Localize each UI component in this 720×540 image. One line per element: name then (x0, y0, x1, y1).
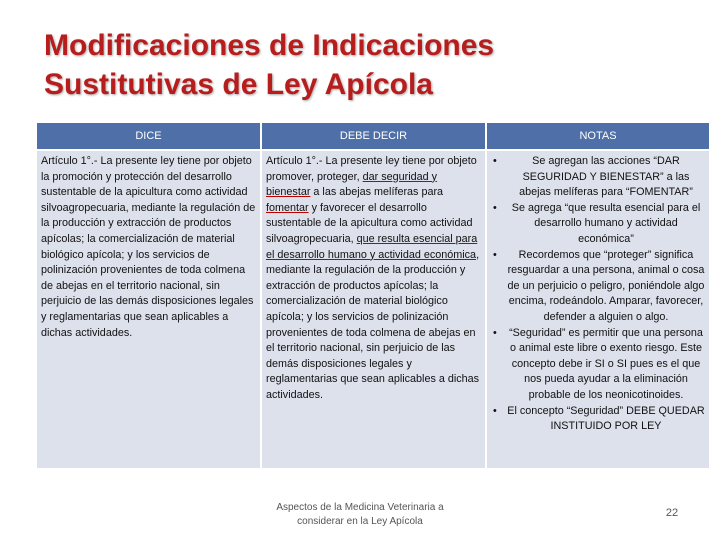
debe-decir-text-1: Artículo 1°.- La presente ley tiene por objeto promover, proteger, (266, 155, 477, 183)
debe-decir-text-2: a las abejas melíferas para (310, 186, 444, 199)
table-header-row (37, 123, 709, 149)
list-item: • El concepto “Seguridad” DEBE QUEDAR INSTITUIDO POR LEY (491, 404, 705, 435)
cell-notas (487, 151, 709, 468)
cell-debe-decir (262, 151, 485, 468)
list-item: • Se agregan las acciones “DAR SEGURIDAD Y BIENESTAR” a las abejas melíferas para “FOMENTAR” (491, 154, 705, 201)
debe-decir-text-4: , mediante la regulación de la producción y extracción de productos apícolas; la comercialización de material biológico apícola; y los servicios de polinización provenientes de toda colmena de abejas en el territorio nacional, sin perjuicio de las demás disposiciones legales y reglamentarias que sean aplicables a dichas actividades. (266, 248, 480, 401)
cell-dice: Artículo 1°.- La presente ley tiene por objeto la promoción y protección del desarrollo sustentable de la apicultura como actividad silvoagropecuaria, mediante la regulación de la producción y extracción de productos apícolas; la comercialización de material biológico apícola; y los servicios de polinización provenientes de toda colmena de abejas en el territorio nacional, sin perjuicio de las demás disposiciones legales y reglamentarias que sean aplicables a dichas actividades. (37, 151, 260, 468)
underlined-phrase-esencial: que resulta esencial para el desarrollo humano y actividad económica (266, 232, 478, 261)
header-debe-decir: DEBE DECIR (262, 123, 485, 149)
notes-list (491, 154, 705, 435)
title-line-1: Modificaciones de Indicaciones (44, 29, 495, 62)
list-item: • “Seguridad” es permitir que una persona o animal este libre o exento riesgo. Este concepto debe ir SI o SI pues es el que nos pueda ayudar a la eliminación probable de los neonicotinoides. (491, 326, 705, 404)
slide-title (44, 26, 684, 104)
underlined-phrase-fomentar: fomentar (266, 201, 309, 214)
table-row (37, 151, 709, 468)
page-number: 22 (665, 507, 679, 519)
list-item: • Se agrega “que resulta esencial para el desarrollo humano y actividad económica” (491, 201, 705, 248)
underlined-phrase-dar-seguridad: dar seguridad y bienestar (266, 170, 438, 199)
list-item: • Recordemos que “proteger” significa resguardar a una persona, animal o cosa de un perjuicio o peligro, poniéndole algo encima, rodeándolo. Amparar, favorecer, defender a alguien o algo. (491, 248, 705, 326)
header-notas: NOTAS (487, 123, 709, 149)
header-dice: DICE (37, 123, 260, 149)
title-line-2: Sustitutivas de Ley Apícola (44, 68, 433, 101)
comparison-table (35, 121, 711, 470)
footer-caption: Aspectos de la Medicina Veterinaria a considerar en la Ley Apícola (276, 502, 444, 527)
debe-decir-text-3: y favorecer el desarrollo sustentable de la apicultura como actividad silvoagropecuaria, (266, 201, 473, 245)
